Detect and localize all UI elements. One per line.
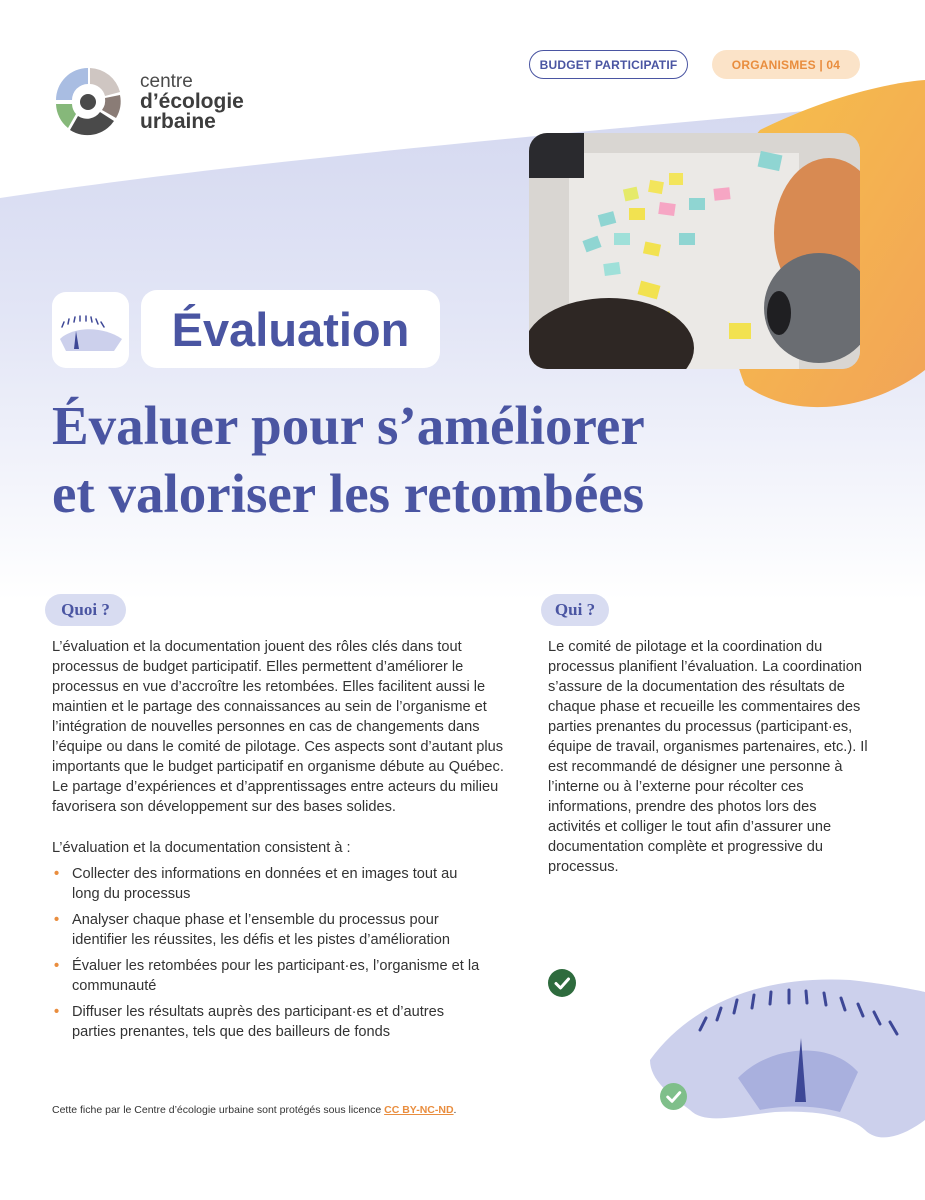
quoi-intro: L’évaluation et la documentation consistent à : — [52, 840, 351, 856]
footer-text: Cette fiche par le Centre d’écologie urbaine sont protégés sous licence — [52, 1104, 385, 1116]
quoi-paragraph: L’évaluation et la documentation jouent des rôles clés dans tout processus de budget participatif. Elles permettent d’améliorer le processus en vue d’accroître les retombées. Elles facilitent aussi le maintien et le partage des connaissances au sein de l’organisme et l’intégration de nouvelles personnes en cas de changements dans l’équipe ou dans le comité de pilotage. Ces aspects sont d’autant plus importants que le budget participatif en organisme débute au Québec. Le partage d’expériences et d’apprentissages entre acteurs du milieu favorisera son développement sur des bases solides. — [52, 639, 504, 815]
section-label-text: Évaluation — [171, 302, 410, 356]
logo-line-1: centre — [140, 71, 193, 92]
bullet-text: Diffuser les résultats auprès des participant·es et d’autres parties prenantes, tels que des bailleurs de fonds — [72, 1004, 445, 1040]
list-item — [52, 1002, 482, 1042]
qui-paragraph: Le comité de pilotage et la coordination du processus planifient l’évaluation. La coordination s’assure de la documentation des résultats de chaque phase et recueille les commentaires des parties prenantes du processus (participant·es, équipe de travail, organismes partenaires, etc.). Il est recommandé de désigner une personne à l’interne ou à l’externe pour récolter ces informations, prendre des photos lors des activités et colliger le tout afin d’assurer une documentation complète et progressive du processus. — [548, 639, 868, 875]
organismes-tag: ORGANISMES | 04 — [712, 50, 860, 79]
list-item — [52, 956, 482, 996]
license-footer — [52, 1104, 456, 1116]
bullet-dot: • — [54, 866, 60, 882]
bullet-dot: • — [54, 958, 60, 974]
list-item — [52, 910, 482, 950]
bullet-text: Analyser chaque phase et l’ensemble du processus pour identifier les réussites, les défis et les pistes d’amélioration — [72, 912, 450, 948]
logo — [50, 64, 244, 140]
logo-mark-icon — [50, 64, 126, 140]
check-icon — [548, 969, 576, 997]
license-link[interactable]: CC BY-NC-ND — [384, 1104, 454, 1116]
logo-line-3: urbaine — [140, 110, 216, 133]
title-line-1: Évaluer pour s’améliorer — [52, 395, 645, 456]
qui-heading: Qui ? — [541, 594, 609, 626]
meter-illustration-icon — [650, 979, 925, 1137]
budget-participatif-tag: BUDGET PARTICIPATIF — [529, 50, 688, 79]
bullet-text: Collecter des informations en données et en images tout au long du processus — [72, 866, 458, 902]
check-icon — [660, 1083, 687, 1110]
section-label — [141, 290, 440, 368]
quoi-bullet-list — [52, 864, 482, 1048]
title-line-2: et valoriser les retombées — [52, 463, 645, 524]
logo-line-2: d’écologie — [140, 90, 244, 113]
workshop-photo — [529, 133, 860, 369]
bullet-text: Évaluer les retombées pour les participant·es, l’organisme et la communauté — [72, 958, 480, 994]
gauge-icon — [56, 305, 126, 355]
list-item — [52, 864, 482, 904]
gauge-badge — [52, 292, 129, 368]
quoi-heading: Quoi ? — [45, 594, 126, 626]
page-title — [52, 392, 832, 528]
bullet-dot: • — [54, 1004, 60, 1020]
bullet-dot: • — [54, 912, 60, 928]
footer-end: . — [453, 1104, 457, 1116]
